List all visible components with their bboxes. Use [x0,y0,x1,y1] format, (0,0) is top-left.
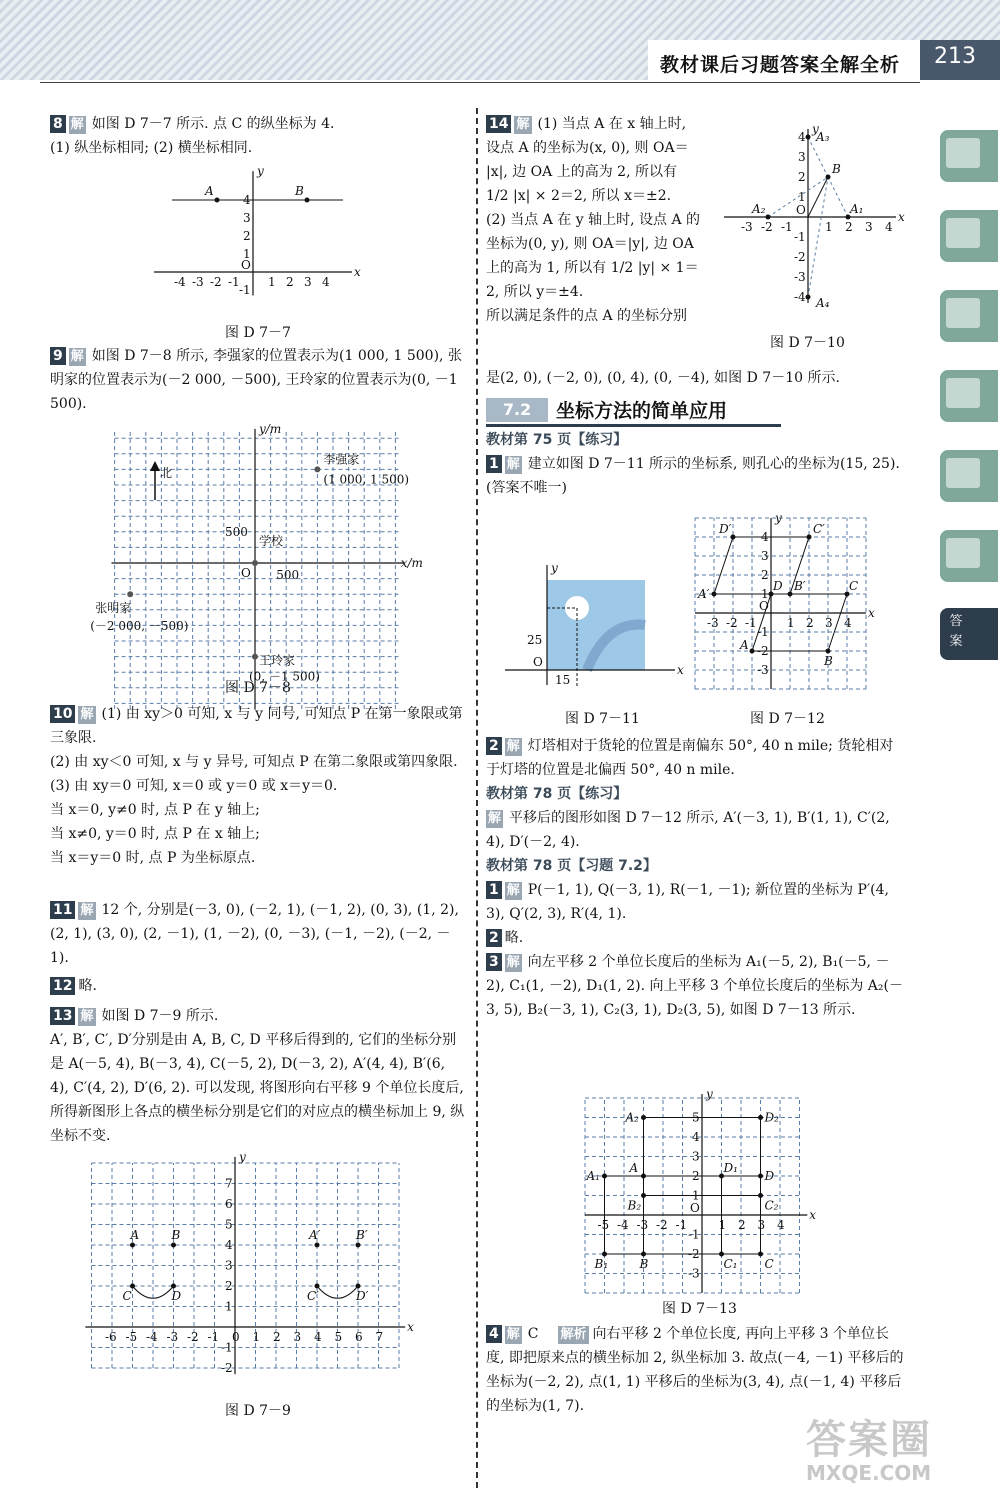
y-tick-label: -2 [688,1247,700,1261]
point-label: A₁ [850,202,864,216]
place-point [252,560,258,566]
data-point [602,1174,607,1179]
left-q13 [50,1004,465,1148]
x-tick-label: 1 [787,616,795,630]
data-point [130,1243,135,1248]
q10-l6: 当 x＝y＝0 时, 点 P 为坐标原点. [50,850,256,866]
origin-label: O [690,1201,700,1215]
x-tick-label: 2 [845,220,853,234]
origin-label: O [759,599,769,613]
data-point [356,1243,361,1248]
data-point [130,1284,135,1289]
x-tick-label: 3 [757,1218,766,1232]
y-tick-label: -2 [221,1361,233,1375]
point-label: A [205,184,214,198]
x-tick-label: 4 [314,1330,322,1344]
y-axis-label: y/m [259,421,282,436]
answer-tag: 解 [516,117,530,132]
data-point [806,135,811,140]
point-label: A [130,1228,140,1242]
right-p75 [486,428,906,500]
y-axis-label: y [551,561,558,575]
origin-label: O [533,655,543,669]
x-tick-label: -2 [726,616,738,630]
data-point [315,1243,320,1248]
question-number: 3 [486,953,502,971]
point-label: A₁ [586,1169,600,1183]
q10-l2: (2) 由 xy＜0 可知, x 与 y 异号, 可知点 P 在第二象限或第四象限. [50,754,458,770]
x-tick-label: -1 [207,1330,220,1344]
figure-d7-12 [695,511,905,695]
y-tick-label: 1 [798,190,806,204]
q14-l7: 上的高为 1, 所以有 1/2 |y| × 1＝ [486,260,699,276]
page-header-title: 教材课后习题答案全解全析 [660,54,901,76]
q8-text2: (1) 纵坐标相同; (2) 横坐标相同. [50,140,253,156]
x-axis-label: x [868,606,875,620]
answer-tag: 解 [80,707,94,722]
place-coord: (0, －1 500) [249,669,320,684]
watermark [806,1408,932,1485]
data-point [315,1284,320,1289]
point-label: A [740,638,749,652]
question-number: 1 [486,881,502,899]
y-tick-label: 1 [243,247,251,261]
q13-text: 如图 D 7－9 所示. [101,1008,219,1024]
point-label: D [764,1169,775,1183]
y-tick-label: 5 [225,1217,233,1232]
y-tick-label: 500 [225,524,248,539]
q12-text: 略. [78,978,97,994]
x-tick-label: 3 [304,275,312,289]
x-tick-label: -5 [597,1218,610,1232]
q14-l10: 是(2, 0), (－2, 0), (0, 4), (0, －4), 如图 D 7－10 所示. [486,370,840,386]
analysis-tag: 解析 [560,1327,587,1342]
right-q14-end [486,366,906,390]
left-q9 [50,344,465,416]
subheading-p75: 教材第 75 页【练习】 [486,432,628,448]
left-q8 [50,112,465,160]
section-number: 7.2 [486,398,548,422]
x-tick-label: 6 [355,1330,363,1344]
side-tab-answers[interactable] [940,608,998,660]
right-q14 [486,112,714,328]
q10-l5: 当 x≠0, y＝0 时, 点 P 在 x 轴上; [50,826,260,842]
point-label: B′ [356,1228,368,1242]
y-tick-label: 7 [225,1176,233,1191]
side-tab-3[interactable] [940,290,998,342]
point-label: A₂ [625,1110,639,1125]
question-number: 2 [486,737,502,755]
x-tick-label: -3 [636,1218,649,1232]
x-tick-label: 4 [322,275,330,289]
side-tab-2[interactable] [940,210,998,262]
origin-label: O [241,258,251,272]
question-number: 12 [50,977,75,995]
x-tick-label: -3 [192,275,204,289]
question-number: 10 [50,705,75,723]
data-point [758,1193,763,1198]
caption-d7-7: 图 D 7－7 [225,325,291,341]
column-divider [476,108,478,1488]
y-tick-label: 4 [761,530,769,544]
watermark-main: 答案圈 [806,1417,932,1463]
data-point [758,1252,763,1257]
x-axis-label: x [407,1320,414,1334]
x-tick-label: -5 [125,1330,138,1344]
y-tick-label: -1 [757,625,769,639]
dashed-segment [808,177,828,297]
point-label: C′ [307,1289,319,1303]
data-point [712,592,717,597]
x-tick-label: 0 [232,1330,240,1344]
left-q11 [50,898,465,970]
x-tick-label: -2 [210,275,222,289]
section-rule [486,424,781,427]
y-tick-label: -4 [794,290,806,304]
question-number: 13 [50,1007,75,1025]
x-tick-label: -1 [675,1218,688,1232]
north-arrowhead [150,461,160,471]
h3-text: 向左平移 2 个单位长度后的坐标为 A₁(－5, 2), B₁(－5, －2), C₁(1, －2), D₁(1, 2). 向上平移 3 个单位长度后的坐标为 A₂(－3, 5), B₂(－3, 1), C₂(3, 1), D₂(3, 5), 如图 D 7－13 所示. [486,954,903,1018]
point-label: D₂ [764,1110,779,1125]
x-tick-label: 2 [286,275,294,289]
x-tick-label: 7 [375,1330,384,1344]
y-tick-label: 3 [225,1258,233,1273]
data-point [602,1252,607,1257]
x-tick-label: 2 [738,1218,746,1232]
data-point [215,198,220,203]
q10-l3: (3) 由 xy＝0 可知, x＝0 或 y＝0 或 x＝y＝0. [50,778,338,794]
place-name: 学校 [259,534,284,548]
y-tick-label: 4 [243,193,251,207]
point-label: B [295,184,304,198]
figure-d7-7 [150,164,361,298]
y-tick-label: 3 [761,549,769,563]
y-dim-label: 25 [527,633,543,647]
point-label: C [122,1289,132,1303]
y-tick-label: -2 [757,644,769,658]
caption-d7-11: 图 D 7－11 [565,711,640,727]
origin-label: O [241,566,251,580]
point-label: D′ [719,522,732,536]
place-name: 李强家 [323,452,360,467]
y-tick-label: -1 [794,230,806,244]
x-tick-label: 4 [844,616,852,630]
question-number: 2 [486,929,502,947]
point-label: A [629,1161,639,1175]
x-axis-label: x [898,210,905,224]
x-tick-label: 4 [777,1218,785,1232]
answer-tag: 解 [70,117,84,132]
question-number: 14 [486,115,511,133]
side-tab-5[interactable] [940,450,998,502]
answer-tag: 解 [506,883,520,898]
e3-text: 平移后的图形如图 D 7－12 所示, A′(－3, 1), B′(1, 1), C′(2, 4), D′(－2, 4). [486,810,890,850]
y-tick-label: -3 [688,1266,700,1281]
q10-l4: 当 x＝0, y≠0 时, 点 P 在 y 轴上; [50,802,260,818]
left-q10 [50,702,465,870]
x-tick-label: -3 [741,220,753,234]
q14-l2: 设点 A 的坐标为(x, 0), 则 OA＝ [486,140,689,156]
y-tick-label: 6 [225,1197,233,1211]
y-tick-label: 1 [761,587,769,601]
figure-d7-9 [95,1149,425,1383]
y-tick-label: -3 [757,663,769,677]
point-label: D′ [356,1289,369,1303]
place-coord: (1 000, 1 500) [323,472,410,487]
place-name: 王玲家 [259,653,296,668]
data-point [758,1174,763,1179]
y-tick-label: -3 [794,270,806,284]
y-tick-label: 2 [243,229,251,243]
origin-label: O [796,203,806,217]
place-name: 张明家 [95,601,132,616]
x-tick-label: 1 [268,275,276,289]
x-tick-label: -4 [146,1330,158,1344]
point-label: B [171,1228,181,1242]
question-number: 4 [486,1325,502,1343]
y-tick-label: 1 [225,1299,233,1314]
header-rule [40,82,920,83]
y-axis-label: y [239,1149,246,1164]
x-tick-label: 5 [334,1330,343,1344]
q14-l4: 1/2 |x| × 2＝2, 所以 x＝±2. [486,188,672,204]
point-label: A′ [698,587,710,601]
data-point [788,592,793,597]
point-label: A₂ [752,202,766,216]
data-point [171,1243,176,1248]
data-point [641,1252,646,1257]
x-tick-label: 3 [293,1330,302,1344]
data-point [171,1284,176,1289]
answer-tag: 解 [488,811,502,826]
q14-l5: (2) 当点 A 在 y 轴上时, 设点 A 的 [486,212,701,228]
north-label: 北 [160,466,173,480]
y-tick-label: 2 [692,1169,700,1183]
q13-text2: A′, B′, C′, D′分别是由 A, B, C, D 平移后得到的, 它们的坐标分别是 A(－5, 4), B(－3, 4), C(－5, 2), D(－3, 2), A′(4, 4), B′(6, 4), C′(4, 2), D′(6, 2). 可以发现, 将图形向右平移 9 个单位长度后, 所得新图形上各点的横坐标分别是它们的对应点的横坐标加上 9, 纵坐标不变. [50,1032,465,1144]
x-tick-label: 1 [252,1330,261,1344]
question-number: 9 [50,347,66,365]
right-rest [486,734,906,1022]
h4-answer: C [527,1326,539,1342]
y-tick-label: 4 [692,1130,700,1144]
caption-d7-13: 图 D 7－13 [662,1301,737,1317]
side-tab-1[interactable] [940,130,998,182]
y-axis-label: y [812,122,819,136]
x-dim-label: 15 [555,673,571,687]
y-tick-label: -1 [688,1227,700,1242]
side-tab-answers-label: 答案 [949,614,963,649]
data-point [826,649,831,654]
figure-d7-11 [505,560,685,695]
caption-d7-8: 图 D 7－8 [225,680,291,696]
data-point [641,1115,646,1120]
point-label: B′ [794,579,806,593]
y-tick-label: -2 [794,250,806,264]
right-h4 [486,1322,906,1418]
point-label: C [764,1257,774,1271]
y-axis-label: y [706,1087,713,1102]
y-tick-label: -1 [239,283,251,297]
point-label: B [824,654,833,668]
x-tick-label: -4 [174,275,186,289]
y-tick-label: -1 [221,1340,233,1355]
answer-tag: 解 [70,349,84,364]
q10-l1: (1) 由 xy＞0 可知, x 与 y 同号, 可知点 P 在第一象限或第三象限. [50,706,463,746]
data-point [750,649,755,654]
y-tick-label: 5 [692,1110,700,1125]
left-q12 [50,974,465,998]
x-tick-label: -1 [745,616,757,630]
place-point [314,466,320,472]
data-point [719,1252,724,1257]
point-label: B [832,162,841,176]
y-axis-label: y [775,511,782,525]
y-tick-label: 3 [798,150,806,164]
e1-text: 建立如图 D 7－11 所示的坐标系, 则孔心的坐标为(15, 25). (答案不唯一) [486,456,900,496]
data-point [766,215,771,220]
point-label: B₂ [627,1198,642,1213]
y-tick-label: 3 [243,211,251,225]
figure-d7-10 [720,124,910,314]
figure-d7-8 [90,421,423,684]
q14-l6: 坐标为(0, y), 则 OA＝|y|, 边 OA [486,236,694,252]
x-tick-label: -1 [781,220,793,234]
q9-text: 如图 D 7－8 所示, 李强家的位置表示为(1 000, 1 500), 张明家的位置表示为(－2 000, －500), 王玲家的位置表示为(0, －1 500). [50,348,462,412]
place-coord: (－2 000, －500) [90,619,189,634]
place-point [252,654,258,660]
segment-ob [808,177,828,217]
x-tick-label: -6 [105,1330,117,1344]
y-tick-label: 3 [692,1149,700,1164]
x-tick-label: -2 [761,220,773,234]
x-axis-label: x [809,1208,817,1222]
answer-tag: 解 [80,1009,94,1024]
side-tab-6[interactable] [940,530,998,582]
q8-text: 如图 D 7－7 所示. 点 C 的纵坐标为 4. [91,116,335,132]
data-point [641,1174,646,1179]
page-number: 213 [934,44,976,69]
question-number: 8 [50,115,66,133]
e2-text: 灯塔相对于货轮的位置是南偏东 50°, 40 n mile; 货轮相对于灯塔的位置是北偏西 50°, 40 n mile. [486,738,894,778]
point-label: C [849,579,859,593]
x-tick-label: 1 [718,1218,727,1232]
x-tick-label: -3 [166,1330,179,1344]
point-label: A′ [309,1228,321,1242]
dashed-segment [828,177,848,217]
q14-l8: 2, 所以 y＝±4. [486,284,584,300]
answer-tag: 解 [80,903,94,918]
caption-d7-12: 图 D 7－12 [750,711,825,727]
section-title: 坐标方法的简单应用 [556,400,728,422]
point-label: B [639,1257,649,1271]
data-point [641,1193,646,1198]
point-label: D [171,1289,182,1303]
side-tabs [940,120,1000,1497]
point-label: D [773,579,783,593]
x-tick-label: 3 [865,220,873,234]
q14-l1: (1) 当点 A 在 x 轴上时, [537,116,687,132]
point-label: A₃ [816,130,830,144]
caption-d7-9: 图 D 7－9 [225,1403,291,1419]
x-tick-label: -1 [228,275,240,289]
point-label: C₂ [764,1198,779,1213]
q11-text: 12 个, 分别是(－3, 0), (－2, 1), (－1, 2), (0, 3), (1, 2), (2, 1), (3, 0), (2, －1), (1, －2), (0, －3), (－1, －2), (－2, －1). [50,902,459,966]
h2-text: 略. [504,930,524,946]
question-number: 11 [50,901,75,919]
figure-d7-13 [585,1087,817,1285]
side-tab-4[interactable] [940,370,998,422]
point-label: D₁ [723,1161,738,1175]
x-tick-label: 2 [273,1330,281,1344]
data-point [807,535,812,540]
place-point [127,591,133,597]
data-point [806,295,811,300]
x-tick-label: 2 [806,616,814,630]
data-point [758,1115,763,1120]
answer-tag: 解 [506,955,520,970]
answer-tag: 解 [506,739,520,754]
section-heading [486,396,786,426]
x-tick-label: 4 [885,220,893,234]
data-point [356,1284,361,1289]
y-tick-label: 4 [798,130,806,144]
question-number: 1 [486,455,502,473]
point-label: A₄ [816,296,830,310]
watermark-url: MXQE.COM [806,1461,932,1485]
x-tick-label: 3 [825,616,833,630]
data-point [305,198,310,203]
x-tick-label: -4 [617,1218,629,1232]
h4-text: 向右平移 2 个单位长度, 再向上平移 3 个单位长度, 即把原来点的横坐标加 2, 纵坐标加 3. 故点(－4, －1) 平移后的坐标为(－2, 2), 点(1, 1) 平移后的坐标为(3, 4), 点(－1, 4) 平移后的坐标为(1, 7). [486,1326,904,1414]
point-label: C′ [813,522,825,536]
x-axis-label: x [354,265,361,279]
point-label: C₁ [723,1257,738,1271]
point-label: B₁ [594,1257,609,1271]
x-tick-label: -3 [707,616,719,630]
caption-d7-10: 图 D 7－10 [770,335,845,351]
y-tick-label: 2 [798,170,806,184]
x-axis-label: x/m [400,556,423,570]
subheading-p78b: 教材第 78 页【习题 7.2】 [486,858,657,874]
y-tick-label: 4 [225,1238,233,1252]
data-point [826,175,831,180]
h1-text: P(－1, 1), Q(－3, 1), R(－1, －1); 新位置的坐标为 P′(4, 3), Q′(2, 3), R′(4, 1). [486,882,889,922]
y-tick-label: 2 [761,568,769,582]
answer-tag: 解 [506,457,520,472]
y-tick-label: 2 [225,1279,233,1293]
y-tick-label: 1 [692,1188,700,1203]
y-axis-label: y [257,164,264,179]
x-tick-label: 500 [276,568,300,582]
q14-l3: |x|, 边 OA 上的高为 2, 所以有 [486,164,677,180]
x-tick-label: -2 [656,1218,668,1232]
x-axis-label: x [677,663,684,677]
q14-l9: 所以满足条件的点 A 的坐标分别 [486,308,688,324]
answer-tag: 解 [506,1327,520,1342]
x-tick-label: -2 [187,1330,199,1344]
subheading-p78a: 教材第 78 页【练习】 [486,786,628,802]
x-tick-label: 1 [825,220,833,234]
